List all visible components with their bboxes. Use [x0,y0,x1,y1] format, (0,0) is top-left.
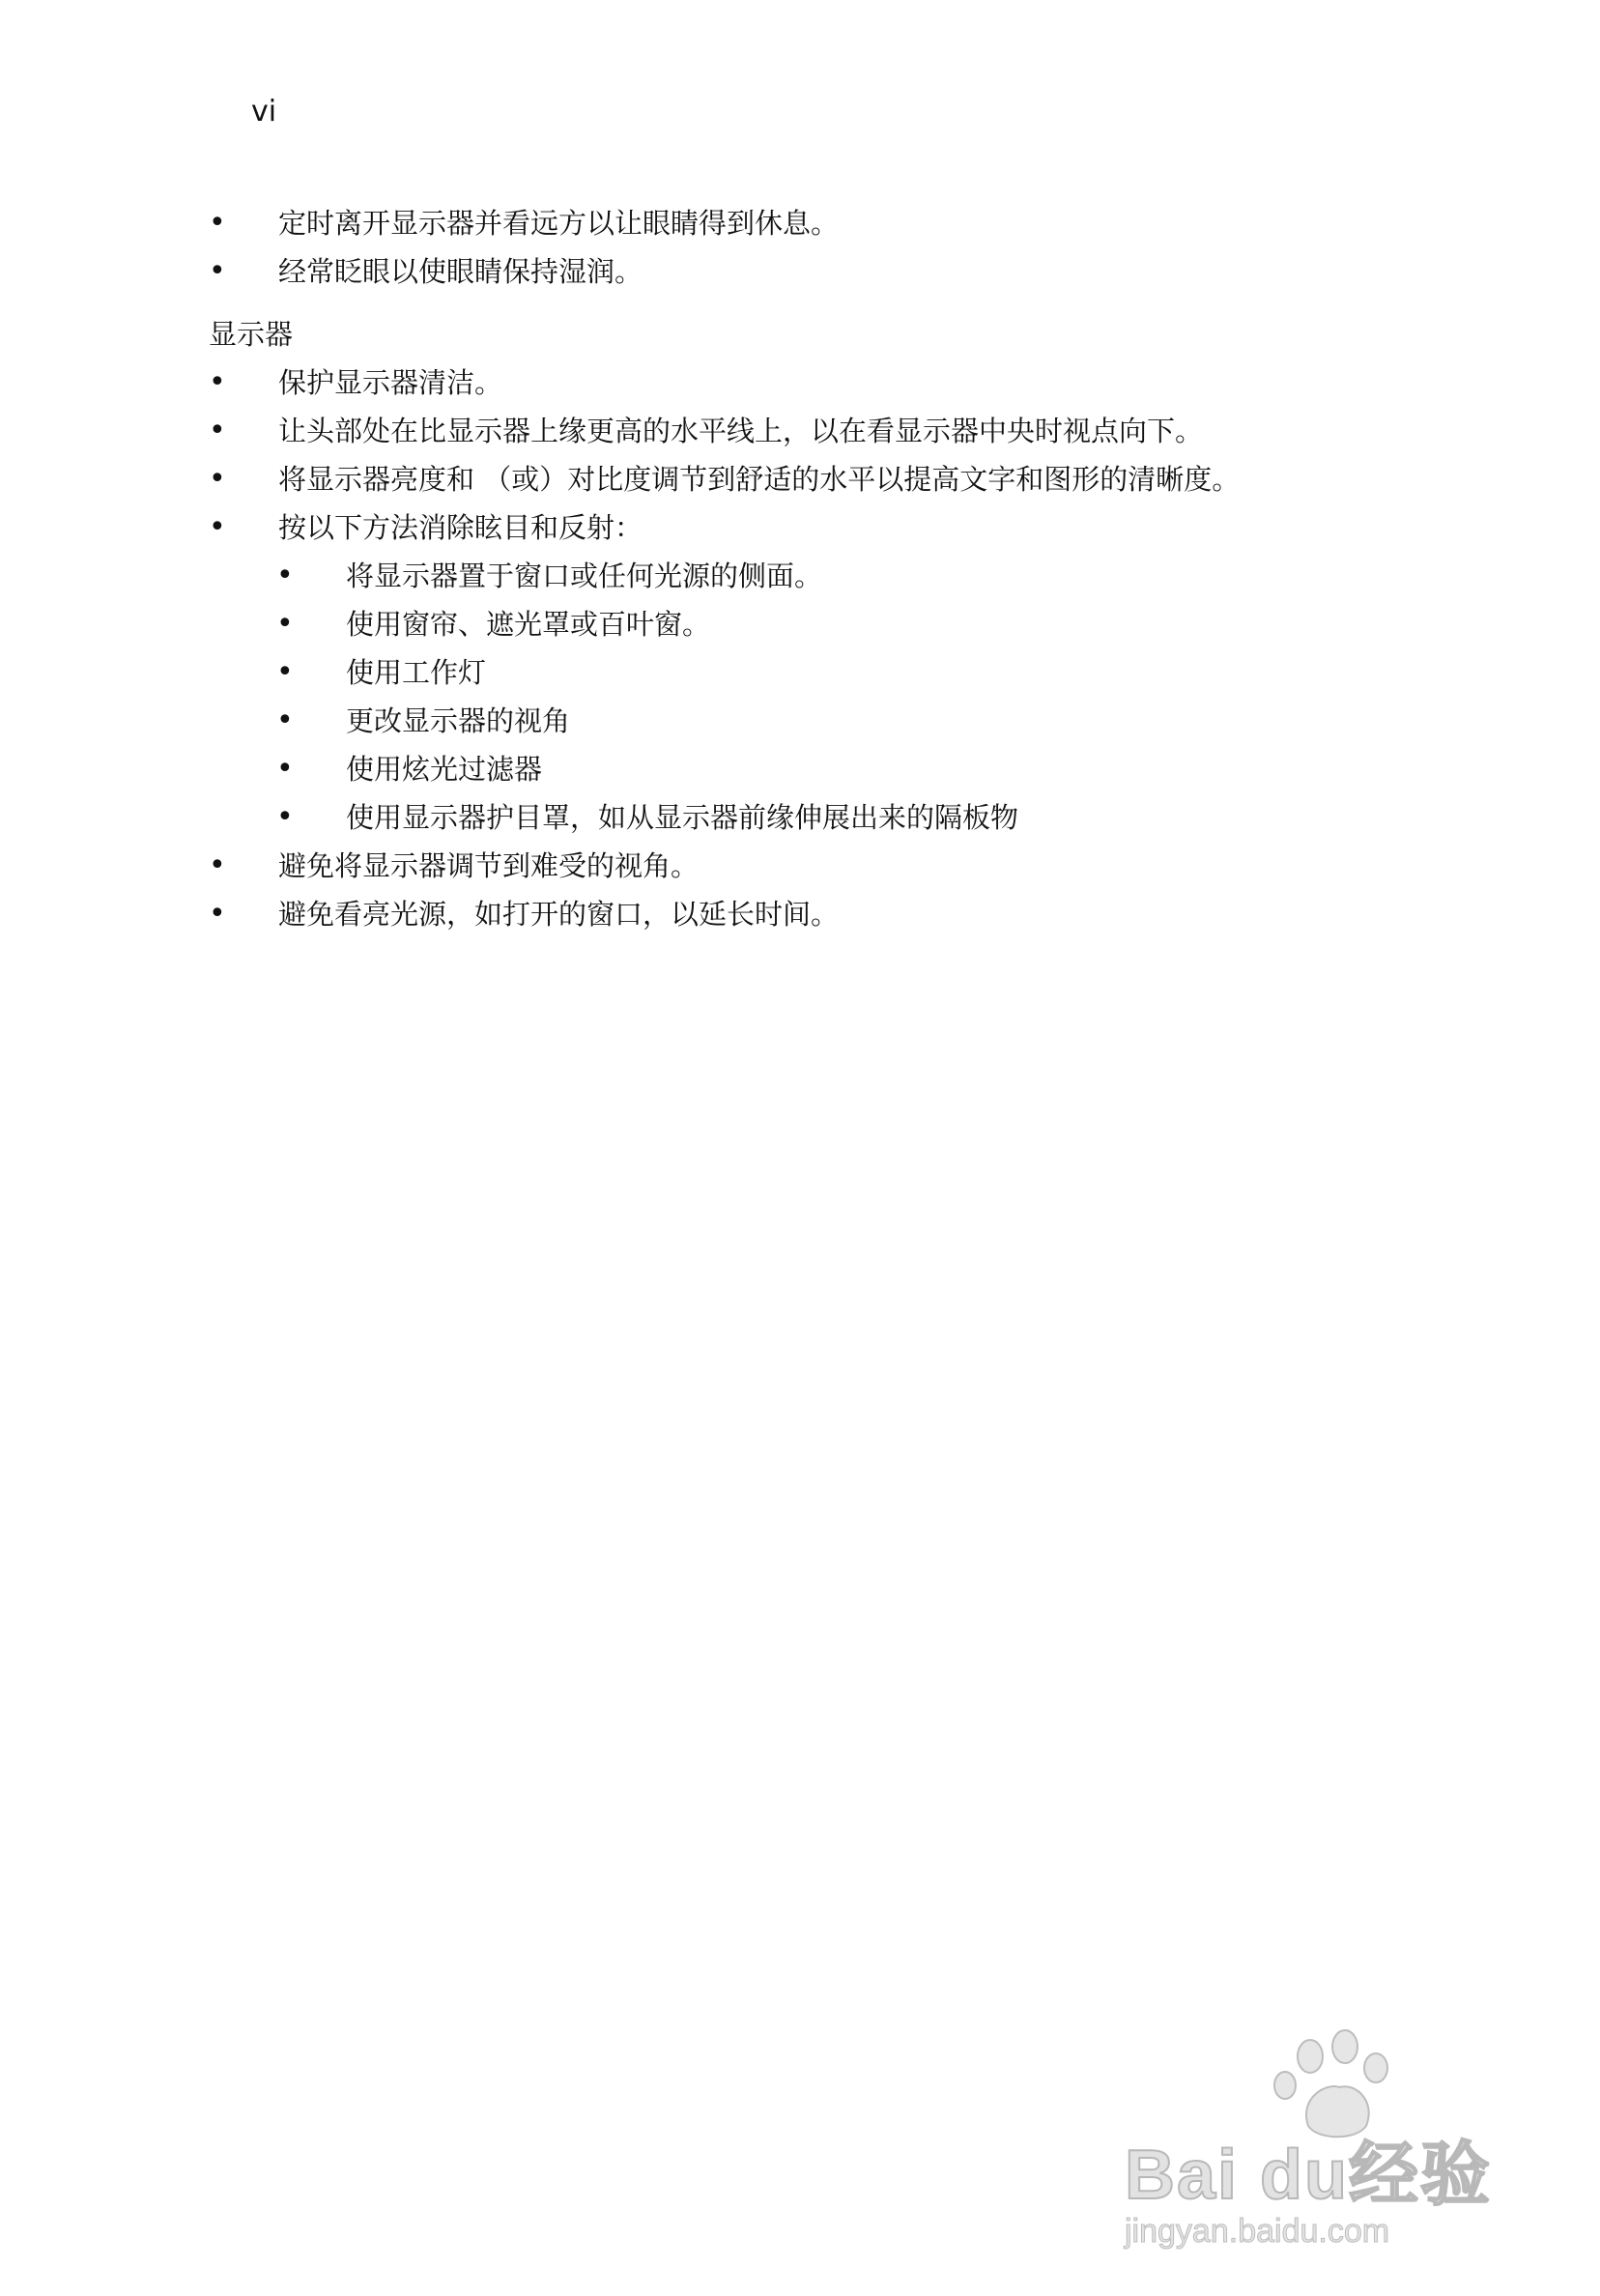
sub-list-item-text: 使用显示器护目罩，如从显示器前缘伸展出来的隔板物 [346,801,1019,834]
list-item-text: 经常眨眼以使眼睛保持湿润。 [278,255,643,288]
sub-list-item-text: 使用炫光过滤器 [346,753,543,786]
sub-list-item-text: 将显示器置于窗口或任何光源的侧面。 [346,560,823,592]
list-item [209,455,1465,503]
list-item-text: 让头部处在比显示器上缘更高的水平线上，以在看显示器中央时视点向下。 [278,415,1204,447]
list-item-text: 按以下方法消除眩目和反射： [278,511,643,544]
bullet-icon: • [209,848,226,882]
glare-methods-list [209,552,1465,842]
sub-list-item-text: 更改显示器的视角 [346,704,571,737]
display-tips-list [209,359,1465,552]
list-item [209,359,1465,407]
sub-list-item [209,600,1465,648]
watermark-url: jingyan.baidu.com [1125,2213,1390,2250]
document-body [209,199,1465,938]
section-heading-display: 显示器 [209,318,294,351]
watermark-brand-latin: Bai du [1125,2137,1350,2214]
list-item-text: 避免看亮光源，如打开的窗口，以延长时间。 [278,898,840,931]
list-item [209,890,1465,938]
bullet-icon: • [209,254,226,288]
watermark-brand [1125,2118,1492,2219]
bullet-icon: • [276,607,294,641]
bullet-icon: • [276,655,294,689]
bullet-icon: • [209,897,226,931]
eye-tips-list [209,199,1465,296]
display-tips-list-continued [209,842,1465,938]
watermark-brand-cn: 经验 [1349,2137,1493,2214]
sub-list-item [209,793,1465,842]
bullet-icon: • [276,752,294,786]
bullet-icon: • [276,559,294,592]
list-item [209,199,1465,247]
sub-list-item [209,745,1465,793]
sub-list-item-text: 使用窗帘、遮光罩或百叶窗。 [346,608,711,641]
list-item [209,503,1465,552]
page-number: vi [251,95,277,129]
bullet-icon: • [209,462,226,496]
list-item-text: 保护显示器清洁。 [278,366,503,399]
bullet-icon: • [276,800,294,834]
list-item-text: 定时离开显示器并看远方以让眼睛得到休息。 [278,207,840,240]
bullet-icon: • [276,703,294,737]
baidu-jingyan-watermark [1125,2029,1511,2261]
sub-list-item [209,697,1465,745]
list-item [209,842,1465,890]
sub-list-item [209,648,1465,697]
bullet-icon: • [209,365,226,399]
bullet-icon: • [209,206,226,240]
list-item [209,407,1465,455]
sub-list-item [209,552,1465,600]
list-item-text: 避免将显示器调节到难受的视角。 [278,849,700,882]
bullet-icon: • [209,510,226,544]
bullet-icon: • [209,414,226,447]
list-item-text: 将显示器亮度和 （或）对比度调节到舒适的水平以提高文字和图形的清晰度。 [278,463,1241,496]
sub-list-item-text: 使用工作灯 [346,656,487,689]
list-item [209,247,1465,296]
